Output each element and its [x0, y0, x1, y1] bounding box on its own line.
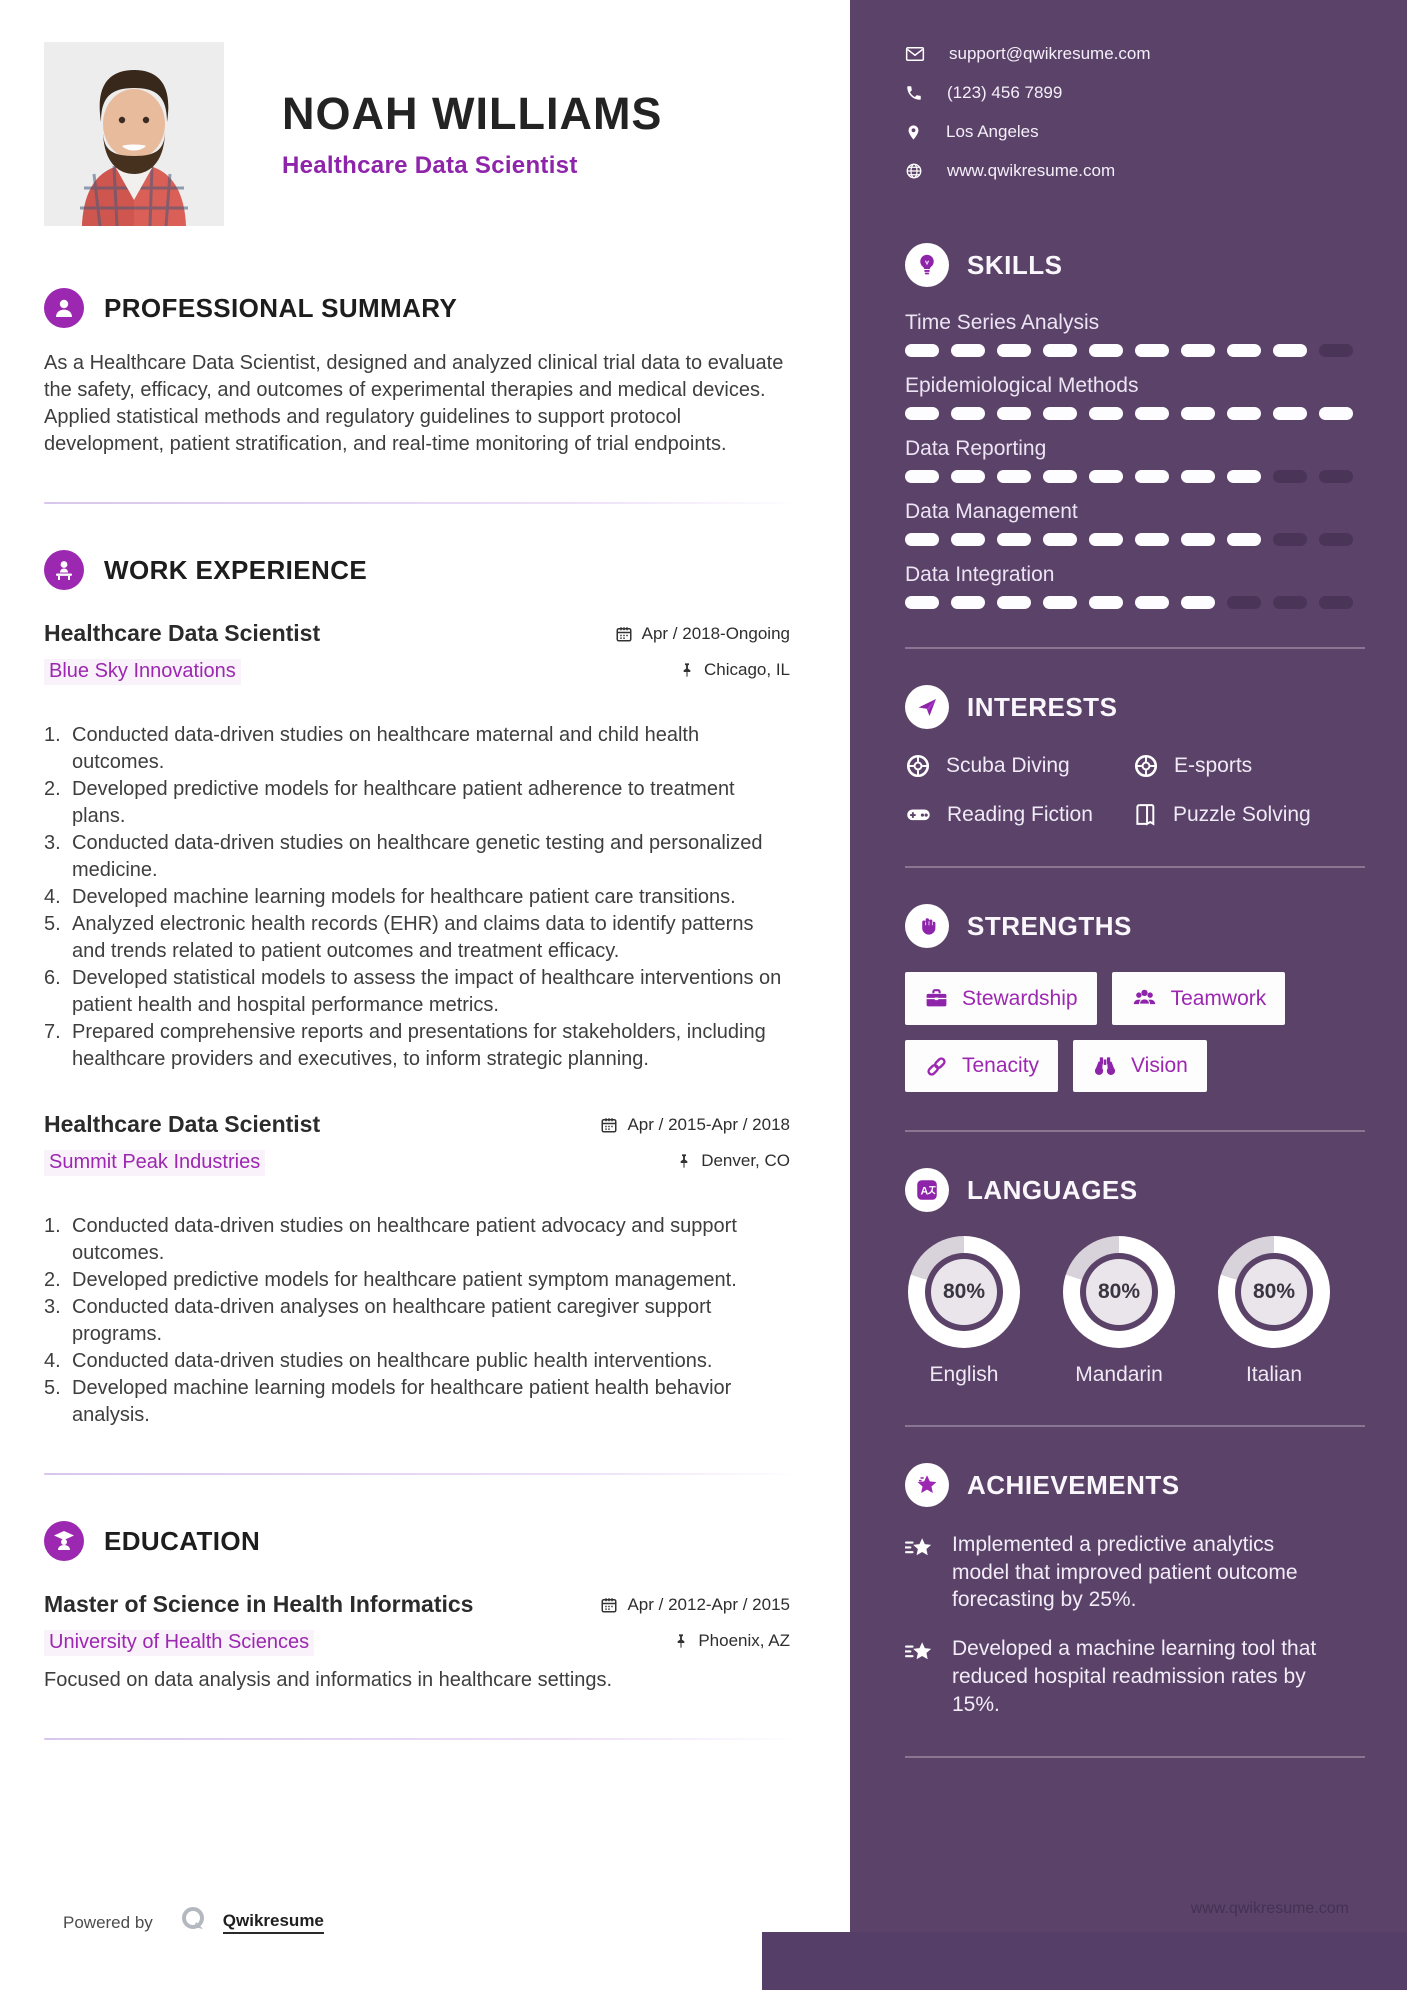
- person-job-title: Healthcare Data Scientist: [282, 152, 578, 179]
- skill-dash: [1089, 533, 1123, 546]
- job-duty: Prepared comprehensive reports and presentations for stakeholders, including healthcare providers and executives, to inform strategic planning.: [72, 1021, 766, 1070]
- job-dates: Apr / 2015-Apr / 2018: [627, 1115, 790, 1134]
- powered-by-label: Powered by: [63, 1912, 153, 1932]
- skill-item: [905, 374, 1365, 420]
- summary-heading: PROFESSIONAL SUMMARY: [104, 292, 458, 323]
- identity-header: [44, 42, 790, 226]
- job-duty: Developed statistical models to assess the impact of healthcare interventions on patient health and hospital performance metrics.: [72, 967, 782, 1016]
- skill-dash: [1043, 344, 1077, 357]
- skill-dash: [1273, 533, 1307, 546]
- interests-section-header: [905, 685, 1365, 729]
- school-name: University of Health Sciences: [44, 1630, 314, 1656]
- strength-label: Stewardship: [962, 986, 1078, 1010]
- team-icon: [1131, 985, 1158, 1012]
- office-worker-icon: [44, 550, 84, 590]
- skill-dash: [1043, 596, 1077, 609]
- pushpin-icon: [676, 1153, 692, 1169]
- skill-dash: [997, 596, 1031, 609]
- achievements-section-header: [905, 1463, 1365, 1507]
- skill-item: [905, 563, 1365, 609]
- skill-item: [905, 500, 1365, 546]
- language-progress-ring: [908, 1236, 1020, 1348]
- languages-list: [905, 1236, 1365, 1387]
- sidebar: [850, 0, 1407, 1990]
- lifebuoy-icon: [905, 753, 931, 779]
- skill-dash: [1319, 344, 1353, 357]
- skill-dash: [1227, 470, 1261, 483]
- job-duty: Analyzed electronic health records (EHR) and claims data to identify patterns and trends related to patient outcomes and treatment efficacy.: [72, 913, 754, 962]
- globe-icon: [905, 162, 923, 180]
- lifebuoy-icon: [1133, 753, 1159, 779]
- job-duty: Developed predictive models for healthcare patient adherence to treatment plans.: [72, 778, 735, 827]
- job-header: [44, 1111, 790, 1187]
- skill-dash: [1273, 596, 1307, 609]
- skill-name: Data Integration: [905, 563, 1055, 586]
- job-title: Healthcare Data Scientist: [44, 1111, 321, 1137]
- person-name: NOAH WILLIAMS: [282, 88, 663, 139]
- calendar-icon: [600, 1116, 618, 1134]
- job-dates: Apr / 2018-Ongoing: [641, 624, 790, 643]
- contact-block: [905, 44, 1365, 181]
- skill-dash: [1227, 344, 1261, 357]
- education-description: Focused on data analysis and informatics in healthcare settings.: [44, 1669, 613, 1691]
- interest-item: [1133, 753, 1365, 779]
- education-heading: EDUCATION: [104, 1525, 261, 1556]
- pushpin-icon: [673, 1633, 689, 1649]
- job-duties-list: [44, 1213, 790, 1429]
- section-divider: [44, 502, 790, 504]
- company-name: Summit Peak Industries: [44, 1150, 265, 1176]
- skill-dash: [1181, 344, 1215, 357]
- job-duty: Conducted data-driven studies on healthcare maternal and child health outcomes.: [72, 724, 700, 773]
- education-section-header: [44, 1521, 790, 1561]
- bulb-icon: [905, 243, 949, 287]
- job-dates-row: [615, 624, 790, 644]
- sidebar-divider: [905, 866, 1365, 868]
- skill-dash: [997, 344, 1031, 357]
- language-percent: 80%: [931, 1259, 997, 1325]
- interest-label: Puzzle Solving: [1173, 802, 1311, 826]
- job-entry: [44, 620, 790, 1073]
- interest-item: [1133, 801, 1365, 828]
- interest-label: E-sports: [1174, 754, 1253, 777]
- job-location-row: [615, 660, 790, 680]
- skill-dash: [1319, 533, 1353, 546]
- sidebar-divider: [905, 1425, 1365, 1427]
- skill-progress-bar: [905, 596, 1365, 609]
- strength-label: Vision: [1131, 1054, 1188, 1077]
- skill-dash: [1043, 533, 1077, 546]
- job-location: Denver, CO: [701, 1151, 790, 1170]
- skill-name: Time Series Analysis: [905, 311, 1100, 334]
- pushpin-icon: [679, 662, 695, 678]
- skill-progress-bar: [905, 533, 1365, 546]
- education-location: Phoenix, AZ: [698, 1631, 790, 1650]
- skill-dash: [1135, 407, 1169, 420]
- bottom-accent-bar: [762, 1932, 1407, 1990]
- strength-item: [905, 972, 1097, 1025]
- skill-dash: [1181, 596, 1215, 609]
- skill-dash: [997, 533, 1031, 546]
- job-duty: Developed predictive models for healthcare patient symptom management.: [72, 1269, 737, 1291]
- skill-dash: [951, 470, 985, 483]
- job-entry: [44, 1111, 790, 1429]
- strength-item: [1112, 972, 1286, 1025]
- skill-dash: [1227, 596, 1261, 609]
- contact-location-row: [905, 122, 1365, 142]
- skill-dash: [905, 533, 939, 546]
- education-header: [44, 1591, 790, 1667]
- interest-item: [905, 801, 1133, 828]
- skill-dash: [997, 470, 1031, 483]
- education-location-row: [600, 1631, 790, 1651]
- skill-dash: [1273, 470, 1307, 483]
- job-dates-row: [600, 1115, 790, 1135]
- contact-phone: (123) 456 7899: [947, 83, 1063, 102]
- skill-dash: [905, 596, 939, 609]
- skill-item: [905, 311, 1365, 357]
- skill-dash: [951, 533, 985, 546]
- person-icon: [44, 288, 84, 328]
- skill-dash: [951, 596, 985, 609]
- mail-icon: [905, 44, 925, 64]
- language-progress-ring: [1218, 1236, 1330, 1348]
- skill-dash: [1089, 470, 1123, 483]
- work-heading: WORK EXPERIENCE: [104, 554, 368, 585]
- job-duty: Conducted data-driven studies on healthcare public health interventions.: [72, 1350, 713, 1372]
- shooting-star-icon: [905, 1638, 935, 1668]
- language-progress-ring: [1063, 1236, 1175, 1348]
- skill-dash: [1089, 344, 1123, 357]
- skill-dash: [1181, 407, 1215, 420]
- sidebar-divider: [905, 647, 1365, 649]
- skill-dash: [1135, 470, 1169, 483]
- skill-dash: [1227, 533, 1261, 546]
- translate-icon: [905, 1168, 949, 1212]
- degree-title: Master of Science in Health Informatics: [44, 1591, 474, 1617]
- book-icon: [1133, 802, 1158, 827]
- job-duty: Developed machine learning models for healthcare patient health behavior analysis.: [72, 1377, 732, 1426]
- skills-list: [905, 311, 1365, 609]
- job-title-company: [44, 620, 320, 696]
- strength-label: Teamwork: [1170, 986, 1267, 1010]
- language-name: Italian: [1245, 1363, 1303, 1386]
- skill-dash: [1227, 407, 1261, 420]
- skill-dash: [1135, 344, 1169, 357]
- gamepad-icon: [905, 801, 932, 828]
- profile-photo: [44, 42, 224, 226]
- binoculars-icon: [1092, 1053, 1118, 1079]
- briefcase-icon: [924, 986, 949, 1011]
- skill-dash: [1043, 470, 1077, 483]
- skill-dash: [951, 344, 985, 357]
- job-title-company: [44, 1111, 320, 1187]
- achievements-heading: ACHIEVEMENTS: [967, 1469, 1180, 1500]
- company-name: Blue Sky Innovations: [44, 659, 241, 685]
- summary-text: As a Healthcare Data Scientist, designed and analyzed clinical trial data to evaluate the safety, efficacy, and outcomes of experimental therapies and medical devices. Applied statistical methods and regulatory guidelines to support protocol development, patient stratification, and real-time monitoring of trial endpoints.: [44, 352, 784, 455]
- skill-dash: [1043, 407, 1077, 420]
- interests-list: [905, 753, 1365, 828]
- calendar-icon: [600, 1596, 618, 1614]
- section-divider: [44, 1473, 790, 1475]
- interest-label: Reading Fiction: [947, 802, 1093, 826]
- job-location-row: [600, 1151, 790, 1171]
- qwikresume-logo-icon: [179, 1905, 209, 1940]
- achievement-text: Developed a machine learning tool that reduced hospital readmission rates by 15%.: [952, 1637, 1317, 1716]
- language-percent: 80%: [1086, 1259, 1152, 1325]
- achievements-list: [905, 1531, 1365, 1718]
- fist-icon: [905, 904, 949, 948]
- chain-link-icon: [924, 1054, 949, 1079]
- skill-dash: [905, 470, 939, 483]
- skill-progress-bar: [905, 344, 1365, 357]
- summary-section-header: [44, 288, 790, 328]
- skill-dash: [1273, 407, 1307, 420]
- strength-label: Tenacity: [962, 1054, 1040, 1077]
- skill-dash: [905, 407, 939, 420]
- skill-progress-bar: [905, 407, 1365, 420]
- language-item: [905, 1236, 1023, 1387]
- job-header: [44, 620, 790, 696]
- location-pin-icon: [905, 124, 922, 141]
- education-dates: Apr / 2012-Apr / 2015: [627, 1595, 790, 1614]
- profile-photo-illustration: [44, 42, 224, 226]
- skill-dash: [1089, 407, 1123, 420]
- work-section-header: [44, 550, 790, 590]
- contact-email: support@qwikresume.com: [949, 44, 1151, 63]
- language-name: Mandarin: [1075, 1363, 1163, 1386]
- skill-dash: [1135, 533, 1169, 546]
- strengths-section-header: [905, 904, 1365, 948]
- skill-dash: [1319, 407, 1353, 420]
- calendar-icon: [615, 625, 633, 643]
- strengths-list: [905, 972, 1305, 1092]
- job-duty: Conducted data-driven studies on healthcare genetic testing and personalized medicine.: [72, 832, 763, 881]
- watermark: www.qwikresume.com: [1190, 1900, 1349, 1917]
- graduate-icon: [44, 1521, 84, 1561]
- strength-item: [1073, 1040, 1207, 1092]
- strengths-heading: STRENGTHS: [967, 910, 1132, 941]
- shooting-star-icon: [905, 1534, 935, 1564]
- paper-plane-icon: [905, 685, 949, 729]
- job-duty: Conducted data-driven analyses on healthcare patient caregiver support programs.: [72, 1296, 712, 1345]
- skill-name: Data Reporting: [905, 437, 1047, 460]
- languages-heading: LANGUAGES: [967, 1174, 1138, 1205]
- skill-name: Data Management: [905, 500, 1078, 523]
- achievement-item: [905, 1531, 1325, 1614]
- skill-dash: [1319, 470, 1353, 483]
- qwikresume-brand-link[interactable]: Qwikresume: [223, 1911, 324, 1934]
- contact-website: www.qwikresume.com: [947, 161, 1116, 180]
- contact-location: Los Angeles: [946, 122, 1039, 141]
- contact-email-row[interactable]: [905, 44, 1365, 64]
- job-duties-list: [44, 722, 790, 1073]
- svg-text:A: A: [920, 1185, 929, 1198]
- skill-dash: [1273, 344, 1307, 357]
- skill-dash: [1135, 596, 1169, 609]
- sidebar-divider: [905, 1130, 1365, 1132]
- language-item: [1215, 1236, 1333, 1387]
- education-entry: [44, 1591, 790, 1694]
- interest-label: Scuba Diving: [946, 754, 1070, 777]
- language-name: English: [929, 1363, 999, 1386]
- language-item: [1060, 1236, 1178, 1387]
- skill-name: Epidemiological Methods: [905, 374, 1139, 397]
- job-location: Chicago, IL: [704, 660, 790, 679]
- education-meta: [600, 1591, 790, 1667]
- skill-dash: [1181, 533, 1215, 546]
- achievement-item: [905, 1635, 1325, 1718]
- job-title: Healthcare Data Scientist: [44, 620, 321, 646]
- education-dates-row: [600, 1595, 790, 1615]
- language-percent: 80%: [1241, 1259, 1307, 1325]
- contact-website-row[interactable]: [905, 161, 1365, 181]
- job-duty: Developed machine learning models for healthcare patient care transitions.: [72, 886, 736, 908]
- skill-dash: [951, 407, 985, 420]
- skills-section-header: [905, 243, 1365, 287]
- job-duty: Conducted data-driven studies on healthcare patient advocacy and support outcomes.: [72, 1215, 737, 1264]
- section-divider: [44, 1738, 790, 1740]
- powered-by-footer: [63, 1905, 324, 1940]
- name-block: [282, 88, 662, 180]
- sidebar-divider: [905, 1756, 1365, 1758]
- interest-item: [905, 753, 1133, 779]
- strength-item: [905, 1040, 1058, 1092]
- languages-section-header: [905, 1168, 1365, 1212]
- contact-phone-row[interactable]: [905, 83, 1365, 103]
- skill-dash: [1319, 596, 1353, 609]
- education-degree-school: [44, 1591, 473, 1667]
- skill-dash: [997, 407, 1031, 420]
- skills-heading: SKILLS: [967, 249, 1063, 280]
- skill-progress-bar: [905, 470, 1365, 483]
- skill-dash: [1089, 596, 1123, 609]
- skill-item: [905, 437, 1365, 483]
- achievement-text: Implemented a predictive analytics model that improved patient outcome forecasting by 25%.: [952, 1533, 1298, 1612]
- star-badge-icon: [905, 1463, 949, 1507]
- phone-icon: [905, 84, 923, 102]
- job-meta: [615, 620, 790, 696]
- interests-heading: INTERESTS: [967, 691, 1118, 722]
- job-meta: [600, 1111, 790, 1187]
- skill-dash: [905, 344, 939, 357]
- skill-dash: [1181, 470, 1215, 483]
